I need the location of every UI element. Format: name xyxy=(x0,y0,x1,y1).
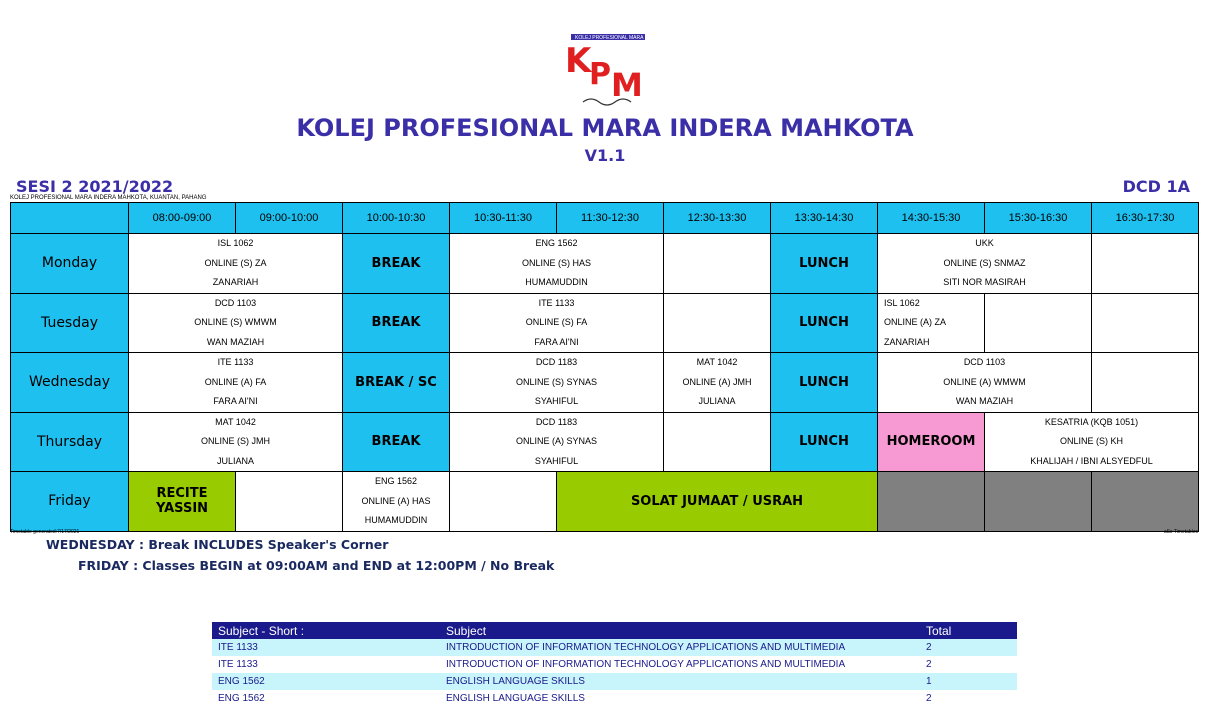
lesson-cell[interactable] xyxy=(129,353,343,413)
subject-name: ENGLISH LANGUAGE SKILLS xyxy=(440,673,920,690)
empty-cell xyxy=(664,234,771,294)
homeroom-cell: HOMEROOM xyxy=(878,412,985,472)
lesson-code: MAT 1042 xyxy=(696,357,738,367)
svg-text:P: P xyxy=(589,57,611,92)
friday-note: FRIDAY : Classes BEGIN at 09:00AM and END at 12:00PM / No Break xyxy=(78,558,555,573)
lesson-teacher: WAN MAZIAH xyxy=(955,396,1014,406)
lesson-code: ISL 1062 xyxy=(217,238,254,248)
subject-total: 2 xyxy=(926,659,932,670)
lesson-teacher: ZANARIAH xyxy=(212,277,259,287)
break-cell: BREAK xyxy=(343,412,450,472)
subject-header-row xyxy=(212,622,1017,639)
lesson-teacher: ZANARIAH xyxy=(884,336,930,347)
lunch-cell: LUNCH xyxy=(771,293,878,353)
timetable xyxy=(10,202,1199,532)
day-label: Friday xyxy=(11,472,129,532)
lesson-teacher: WAN MAZIAH xyxy=(206,336,265,347)
subject-code: ITE 1133 xyxy=(212,639,440,656)
subject-total: 2 xyxy=(926,693,932,704)
lesson-code: ITE 1133 xyxy=(538,297,575,308)
lesson-teacher: JULIANA xyxy=(698,396,736,406)
lesson-code: ISL 1062 xyxy=(884,297,920,308)
blocked-cell xyxy=(985,472,1092,532)
table-row xyxy=(212,673,1017,690)
lesson-mode: ONLINE (S) KH xyxy=(1059,436,1123,446)
lunch-cell: LUNCH xyxy=(771,353,878,413)
empty-cell xyxy=(985,293,1092,353)
lesson-cell[interactable] xyxy=(129,234,343,294)
lesson-cell[interactable] xyxy=(878,234,1092,294)
lesson-cell[interactable] xyxy=(450,234,664,294)
blocked-cell xyxy=(878,472,985,532)
generated-date: Timetable generated:7/17/2021 xyxy=(10,529,80,535)
lesson-cell[interactable] xyxy=(343,472,450,532)
subject-table xyxy=(212,622,1017,707)
lesson-teacher: HUMAMUDDIN xyxy=(364,515,428,525)
empty-cell xyxy=(1092,293,1199,353)
lesson-cell[interactable] xyxy=(129,412,343,472)
lesson-teacher: SYAHIFUL xyxy=(534,396,579,406)
lesson-cell[interactable] xyxy=(129,293,343,353)
generator-brand: aSc Timetables xyxy=(1163,529,1198,535)
break-cell: BREAK xyxy=(343,234,450,294)
session-label: SESI 2 2021/2022 xyxy=(16,177,174,196)
break-sc-cell: BREAK / SC xyxy=(343,353,450,413)
lesson-teacher: SITI NOR MASIRAH xyxy=(943,277,1026,287)
day-row-thursday xyxy=(11,412,1199,472)
page-title: KOLEJ PROFESIONAL MARA INDERA MAHKOTA xyxy=(296,114,914,142)
empty-cell xyxy=(664,412,771,472)
lesson-mode: ONLINE (S) ZA xyxy=(204,257,267,268)
empty-cell xyxy=(664,293,771,353)
lesson-code: DCD 1183 xyxy=(535,416,578,427)
subject-total: 2 xyxy=(920,639,1017,656)
time-slot: 16:30-17:30 xyxy=(1092,203,1199,234)
lesson-code: DCD 1103 xyxy=(963,357,1006,367)
svg-text:K: K xyxy=(565,41,592,81)
wednesday-note: WEDNESDAY : Break INCLUDES Speaker's Corner xyxy=(46,537,389,552)
day-row-tuesday xyxy=(11,293,1199,353)
subject-code: ENG 1562 xyxy=(218,693,265,704)
lesson-code: UKK xyxy=(975,238,994,248)
lesson-cell[interactable] xyxy=(450,412,664,472)
lesson-teacher: KHALIJAH / IBNI ALSYEDFUL xyxy=(1030,455,1153,466)
blocked-cell xyxy=(1092,472,1199,532)
logo-tagline: KOLEJ PROFESIONAL MARA xyxy=(575,35,644,41)
time-slot: 09:00-10:00 xyxy=(236,203,343,234)
lesson-cell[interactable] xyxy=(450,293,664,353)
time-slot: 15:30-16:30 xyxy=(985,203,1092,234)
column-header: Total xyxy=(920,622,1017,639)
lesson-mode: ONLINE (A) SYNAS xyxy=(515,436,598,446)
lesson-cell[interactable] xyxy=(878,353,1092,413)
day-label: Wednesday xyxy=(11,353,129,413)
subject-code: ENG 1562 xyxy=(212,673,440,690)
subject-name: ENGLISH LANGUAGE SKILLS xyxy=(446,693,585,704)
lunch-cell: LUNCH xyxy=(771,412,878,472)
lesson-code: ENG 1562 xyxy=(535,238,578,248)
day-row-monday xyxy=(11,234,1199,294)
subject-name: INTRODUCTION OF INFORMATION TECHNOLOGY APPLICATIONS AND MULTIMEDIA xyxy=(446,659,846,670)
lesson-mode: ONLINE (A) FA xyxy=(204,376,267,387)
header-row xyxy=(11,203,1199,234)
column-header: Subject xyxy=(440,622,920,639)
lesson-cell[interactable] xyxy=(878,293,985,353)
lesson-code: ENG 1562 xyxy=(374,476,418,486)
break-cell: BREAK xyxy=(343,293,450,353)
day-label: Monday xyxy=(11,234,129,294)
lesson-cell[interactable] xyxy=(664,353,771,413)
lesson-mode: ONLINE (S) SYNAS xyxy=(515,376,598,387)
version-label: V1.1 xyxy=(584,146,626,165)
lesson-mode: ONLINE (S) FA xyxy=(525,317,588,327)
lesson-code: DCD 1103 xyxy=(214,297,257,308)
day-row-wednesday xyxy=(11,353,1199,413)
lesson-mode: ONLINE (S) JMH xyxy=(200,436,270,446)
lesson-mode: ONLINE (S) HAS xyxy=(521,257,591,268)
time-slot: 10:30-11:30 xyxy=(450,203,557,234)
day-label: Tuesday xyxy=(11,293,129,353)
day-row-friday xyxy=(11,472,1199,532)
time-slot: 13:30-14:30 xyxy=(771,203,878,234)
lesson-mode: ONLINE (A) HAS xyxy=(361,495,431,506)
subject-name: INTRODUCTION OF INFORMATION TECHNOLOGY APPLICATIONS AND MULTIMEDIA xyxy=(440,639,920,656)
lesson-code: ITE 1133 xyxy=(217,357,254,367)
subject-code: ITE 1133 xyxy=(218,659,258,670)
lunch-cell: LUNCH xyxy=(771,234,878,294)
table-row xyxy=(212,639,1017,656)
time-slot: 08:00-09:00 xyxy=(129,203,236,234)
subject-total: 1 xyxy=(920,673,1017,690)
table-row xyxy=(212,656,1017,673)
time-slot: 14:30-15:30 xyxy=(878,203,985,234)
lesson-teacher: SYAHIFUL xyxy=(534,455,579,466)
college-address: KOLEJ PROFESIONAL MARA INDERA MAHKOTA, KUANTAN, PAHANG xyxy=(10,195,207,201)
table-row xyxy=(212,690,1017,707)
lesson-code: MAT 1042 xyxy=(215,416,256,427)
day-label: Thursday xyxy=(11,412,129,472)
lesson-mode: ONLINE (A) ZA xyxy=(884,317,947,327)
lesson-code: DCD 1183 xyxy=(535,357,578,367)
time-slot: 10:00-10:30 xyxy=(343,203,450,234)
time-slot: 11:30-12:30 xyxy=(557,203,664,234)
lesson-code: KESATRIA (KQB 1051) xyxy=(1044,416,1139,427)
solat-jumaat-cell: SOLAT JUMAAT / USRAH xyxy=(557,472,878,532)
time-slot: 12:30-13:30 xyxy=(664,203,771,234)
corner-cell xyxy=(11,203,129,234)
empty-cell xyxy=(1092,234,1199,294)
svg-text:M: M xyxy=(611,66,643,104)
lesson-mode: ONLINE (S) WMWM xyxy=(194,317,277,327)
recite-yassin-cell: RECITE YASSIN xyxy=(129,472,236,532)
empty-cell xyxy=(1092,353,1199,413)
lesson-cell[interactable] xyxy=(450,353,664,413)
lesson-teacher: JULIANA xyxy=(216,455,254,466)
lesson-teacher: FARA AI'NI xyxy=(213,396,258,406)
empty-cell xyxy=(450,472,557,532)
class-code: DCD 1A xyxy=(1122,177,1190,196)
empty-cell xyxy=(236,472,343,532)
lesson-teacher: FARA AI'NI xyxy=(534,336,579,347)
lesson-mode: ONLINE (S) SNMAZ xyxy=(943,257,1026,268)
lesson-cell[interactable] xyxy=(985,412,1199,472)
column-header: Subject - Short : xyxy=(212,622,440,639)
lesson-teacher: HUMAMUDDIN xyxy=(525,277,588,287)
lesson-mode: ONLINE (A) JMH xyxy=(682,376,752,387)
college-logo xyxy=(563,32,655,110)
lesson-mode: ONLINE (A) WMWM xyxy=(943,376,1026,387)
